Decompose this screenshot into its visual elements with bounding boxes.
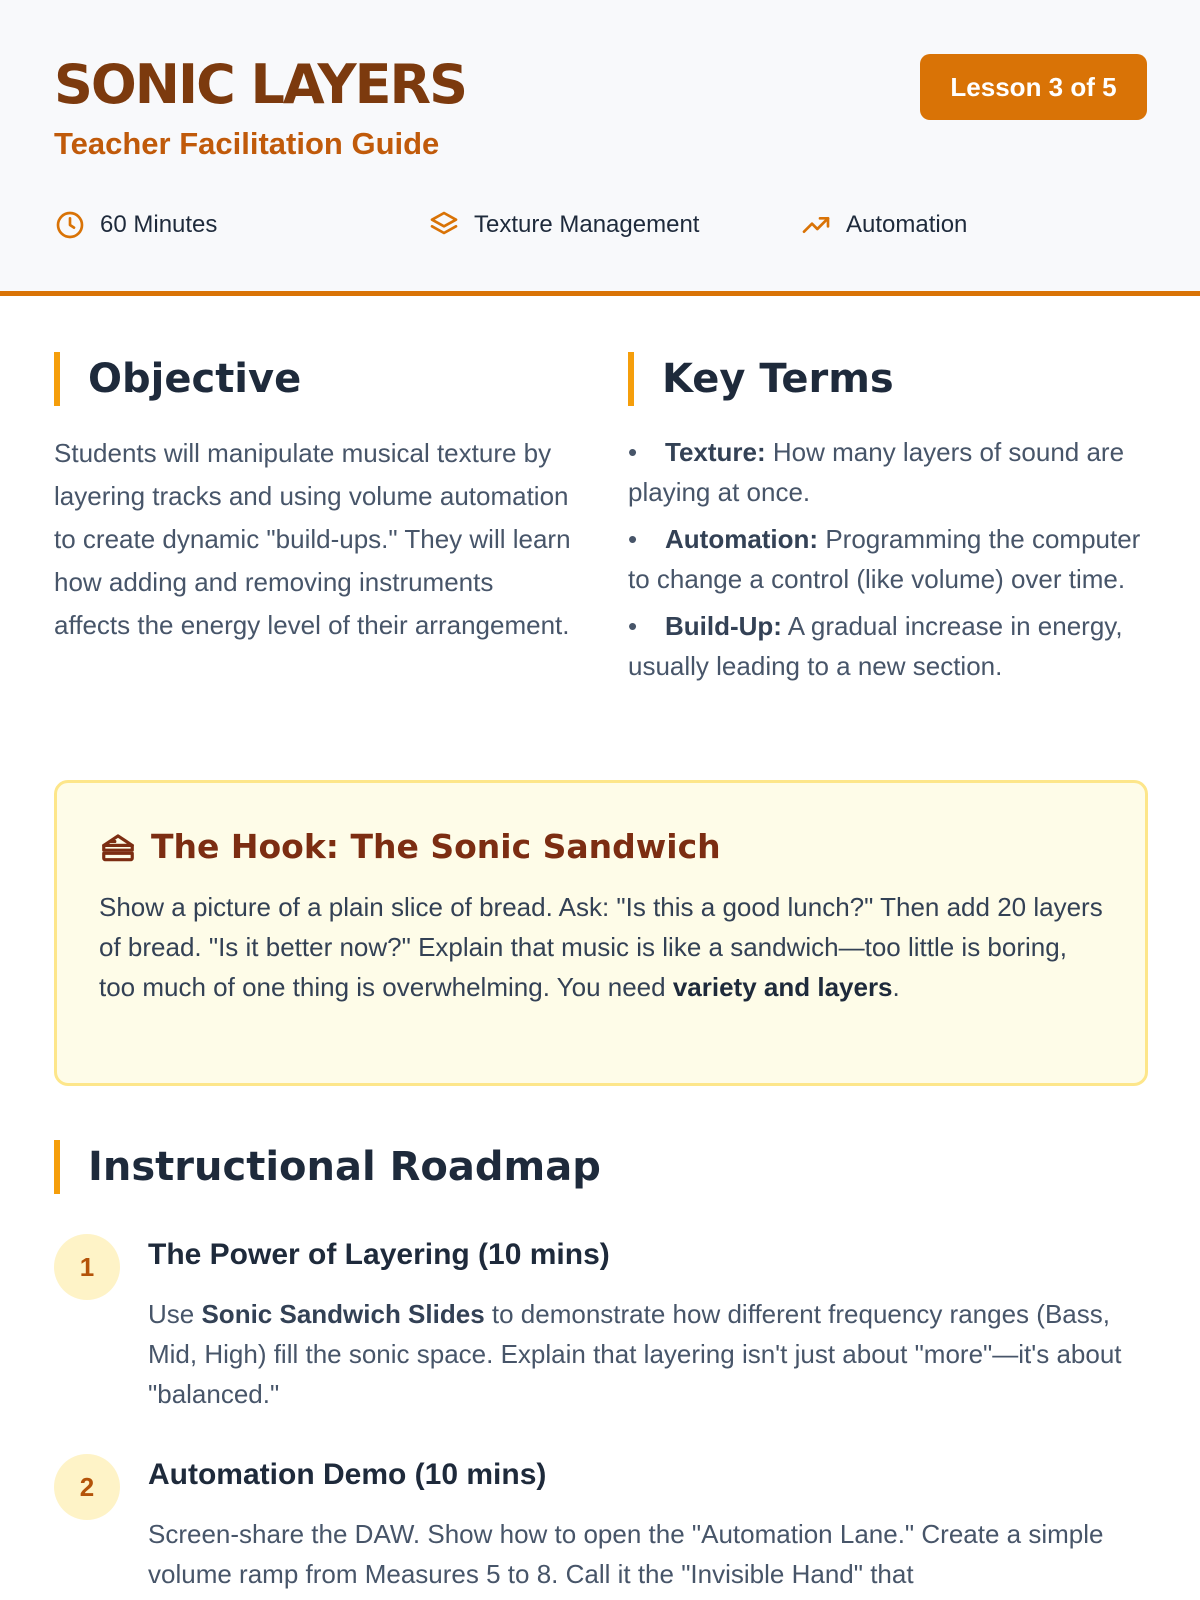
- meta-skill-label: Automation: [846, 211, 968, 238]
- term-label: Automation:: [665, 524, 819, 554]
- objective-heading: Objective: [54, 352, 301, 406]
- term-label: Build-Up:: [665, 611, 782, 641]
- layers-icon: [428, 209, 460, 241]
- term-definition: A gradual increase in energy, usually leading to a new section.: [628, 611, 1123, 681]
- step-text-part: Use: [148, 1299, 202, 1329]
- header: [0, 0, 1200, 296]
- term-definition: Programming the computer to change a control (like volume) over time.: [628, 524, 1141, 594]
- list-item: • Texture: How many layers of sound are playing at once.: [628, 437, 1125, 507]
- meta-duration: [54, 205, 217, 245]
- list-item: • Build-Up: A gradual increase in energy, usually leading to a new section.: [628, 611, 1123, 681]
- hook-text-part: .: [892, 972, 900, 1002]
- meta-skill: [800, 205, 967, 245]
- hook-text-emphasis: variety and layers: [672, 972, 893, 1002]
- step-title: Automation Demo (10 mins): [148, 1458, 547, 1491]
- trending-up-icon: [800, 209, 832, 241]
- key-terms-heading: Key Terms: [628, 352, 894, 406]
- meta-topic: [428, 205, 699, 245]
- step-text-part: to demonstrate how different frequency ranges (Bass, Mid, High) fill the sonic space. Explain that layering isn't just about "more"—it's about "balanced.": [148, 1299, 1122, 1409]
- hook-text-part: Show a picture of a plain slice of bread. Ask: "Is this a good lunch?" Then add 20 layers of bread. "Is it better now?" Explain that music is like a sandwich—too little is boring, too much of one thing is overwhelming. You need: [99, 892, 1103, 1002]
- hook-title: The Hook: The Sonic Sandwich: [151, 827, 721, 866]
- meta-topic-label: Texture Management: [474, 211, 700, 238]
- roadmap-heading: Instructional Roadmap: [54, 1140, 601, 1194]
- objective-text: Students will manipulate musical texture by layering tracks and using volume automation to create dynamic "build-ups." They will learn how adding and removing instruments affects the energy level of their arrangement.: [54, 438, 571, 640]
- list-item: • Automation: Programming the computer to change a control (like volume) over time.: [628, 524, 1141, 594]
- hook-callout: [54, 780, 1148, 1086]
- step-number: 1: [54, 1234, 120, 1300]
- step-title: The Power of Layering (10 mins): [148, 1238, 610, 1271]
- key-terms-list: [628, 432, 1158, 693]
- step-text: [148, 1294, 1148, 1414]
- step-text: [148, 1514, 1148, 1594]
- hook-text: [99, 887, 1109, 1007]
- step-number: 2: [54, 1454, 120, 1520]
- meta-duration-label: 60 Minutes: [100, 211, 218, 238]
- sandwich-icon: [99, 828, 137, 866]
- page-title: SONIC LAYERS: [54, 53, 467, 116]
- page-subtitle: Teacher Facilitation Guide: [54, 126, 440, 161]
- clock-icon: [54, 209, 86, 241]
- hook-title-row: [99, 827, 721, 866]
- term-definition: How many layers of sound are playing at once.: [628, 437, 1125, 507]
- step-text-part: Screen-share the DAW. Show how to open the "Automation Lane." Create a simple volume ramp from Measures 5 to 8. Call it the "Invisible Hand" that: [148, 1519, 1104, 1589]
- term-label: Texture:: [665, 437, 766, 467]
- lesson-badge: Lesson 3 of 5: [920, 54, 1147, 120]
- step-text-emphasis: Sonic Sandwich Slides: [201, 1299, 485, 1329]
